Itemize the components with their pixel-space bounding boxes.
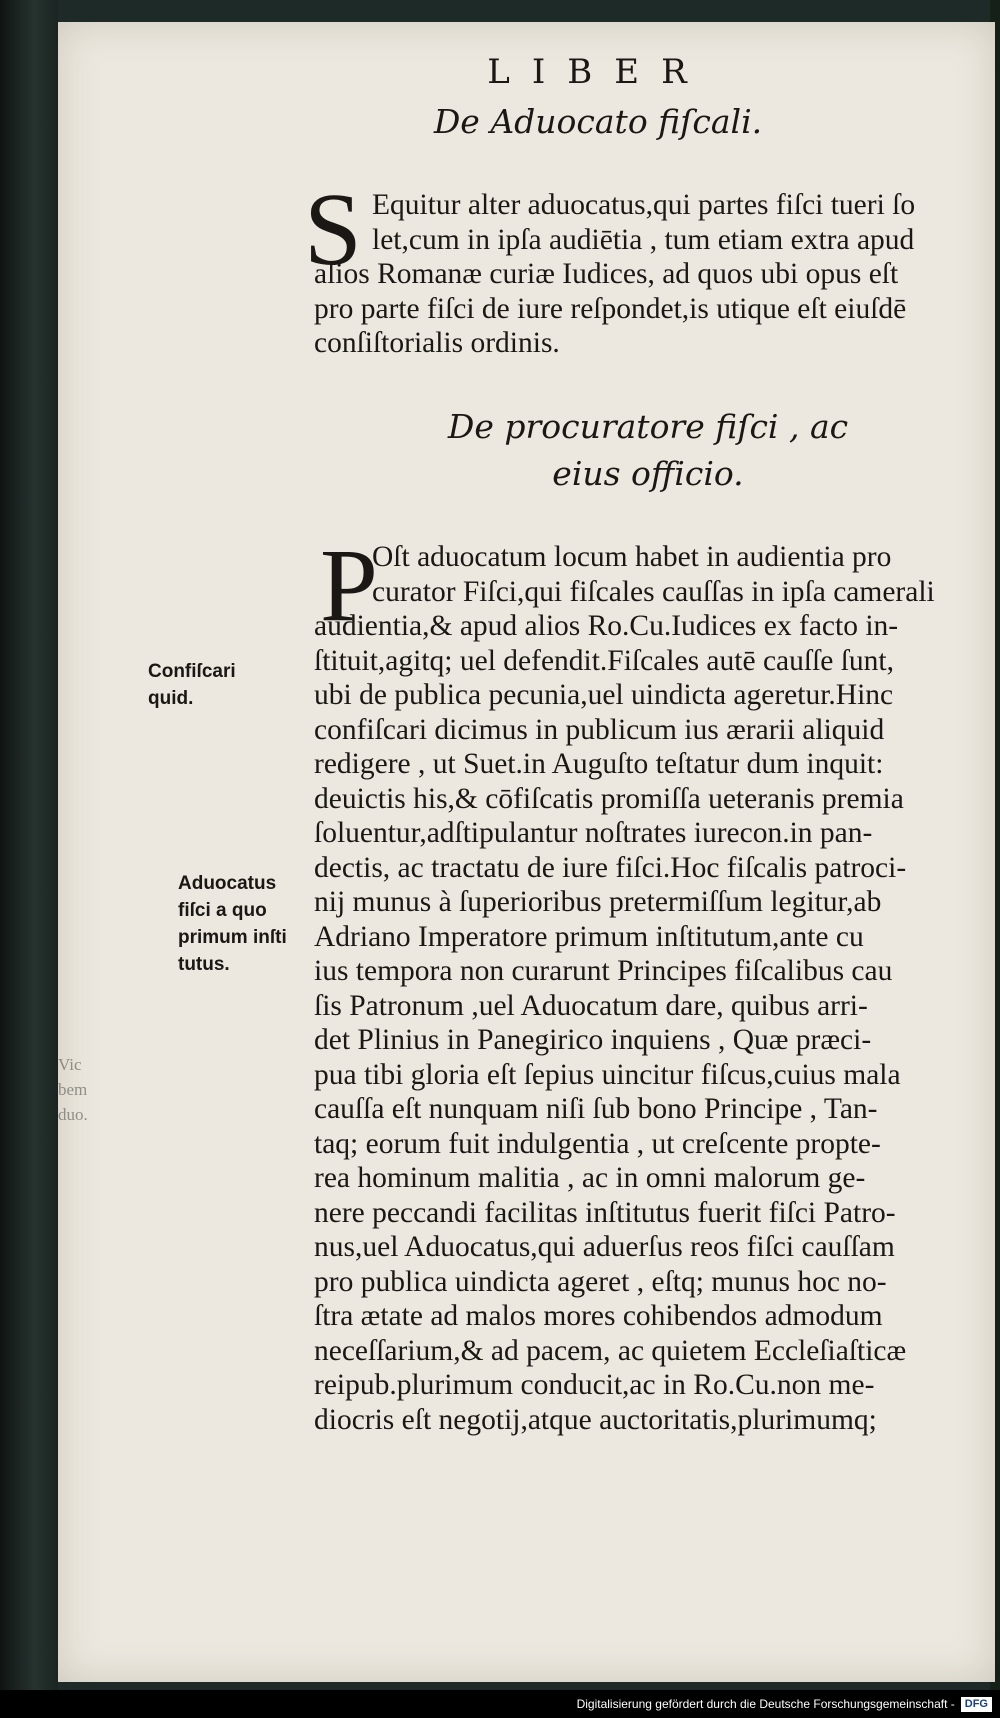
text-line: Oſt aduocatum locum habet in audientia pro [372,541,892,573]
text-line: reipub.plurimum conducit,ac in Ro.Cu.non me- [314,1369,875,1401]
text-line: ius tempora non curarunt Principes fiſcalibus cau [314,955,893,987]
section-title: De Aduocato fiſcali. [433,102,763,141]
text-line: neceſſarium,& ad pacem, ac quietem Eccleſiaſticæ [314,1334,907,1367]
text-line: taq; eorum fuit indulgentia , ut creſcente propte- [314,1127,881,1160]
text-line: deuictis his,& cōfiſcatis promiſſa ueteranis premia [314,782,904,815]
text-line: ubi de publica pecunia,uel uindicta ageretur.Hinc [314,679,894,711]
text-line: curator Fiſci,qui fiſcales cauſſas in ipſa camerali [372,575,935,608]
text-line: conſiſtorialis ordinis. [314,327,560,359]
marginal-note-line: Aduocatus [178,873,277,894]
running-head: LIBER [487,52,709,92]
text-line: nus,uel Aduocatus,qui aduerſus reos fiſci cauſſam [314,1231,895,1263]
footer-text: Digitalisierung gefördert durch die Deutsche Forschungsgemeinschaft - [576,1697,955,1711]
paragraph-1 [314,188,1000,361]
text-line: alios Romanæ curiæ Iudices, ad quos ubi opus eſt [314,258,899,290]
text-line: confiſcari dicimus in publicum ius ærarii aliquid [314,713,885,746]
text-line: rea hominum malitia , ac in omni malorum ge- [314,1162,866,1194]
text-line: let,cum in ipſa audiētia , tum etiam extra apud [372,223,915,256]
text-line: redigere , ut Suet.in Auguſto teſtatur dum inquit: [314,748,884,780]
drop-cap: S [304,172,362,287]
text-line: nere peccandi facilitas inſtitutus fuerit fiſci Patro- [314,1196,896,1229]
drop-cap: P [320,528,378,643]
text-line: pro publica uindicta ageret , eſtq; munus hoc no- [314,1265,887,1298]
bleed-through-text: Vic bem duo. [58,1055,88,1124]
dfg-logo: DFG [961,1697,992,1712]
text-line: pua tibi gloria eſt ſepius uincitur fiſcus,cuius mala [314,1058,901,1091]
text-line: audientia,& apud alios Ro.Cu.Iudices ex facto in- [314,610,899,642]
text-line: nij munus à ſuperioribus pretermiſſum legitur,ab [314,886,882,918]
text-line: ſoluentur,adſtipulantur noſtrates iurecon.in pan- [314,817,873,849]
paragraph-2 [314,528,1000,1437]
marginal-note-line: fiſci a quo [178,900,267,921]
text-line: pro parte fiſci de iure reſpondet,is utique eſt eiuſdē [314,292,907,325]
book-cover-edge [0,0,58,1718]
marginal-note-line: quid. [148,688,194,709]
text-line: diocris eſt negotij,atque auctoritatis,plurimumq; [314,1403,877,1436]
text-line: Adriano Imperatore primum inſtitutum,ante cu [314,920,864,953]
marginal-note-line: Confiſcari [148,661,236,682]
marginal-note [148,658,298,712]
text-line: ſtituit,agitq; uel defendit.Fiſcales autē cauſſe ſunt, [314,644,895,677]
digitization-footer [0,1690,1000,1718]
text-line: Equitur alter aduocatus,qui partes fiſci tueri ſo [372,189,916,221]
text-line: dectis, ac tractatu de iure fiſci.Hoc fiſcalis patroci- [314,851,907,884]
section-title-2-line2: eius officio. [552,454,744,493]
text-line: ſis Patronum ,uel Aduocatum dare, quibus arri- [314,989,868,1022]
section-title-2-line1: De procuratore fiſci , ac [447,407,849,446]
text-line: ſtra ætate ad malos mores cohibendos admodum [314,1300,883,1332]
marginal-note-line: primum inſti [178,927,287,948]
text-line: det Plinius in Panegirico inquiens , Quæ præci- [314,1024,872,1056]
text-line: cauſſa eſt nunquam niſi ſub bono Principe , Tan- [314,1093,878,1125]
marginal-note-line: tutus. [178,954,230,975]
book-page [58,22,995,1682]
marginal-note [178,870,328,978]
